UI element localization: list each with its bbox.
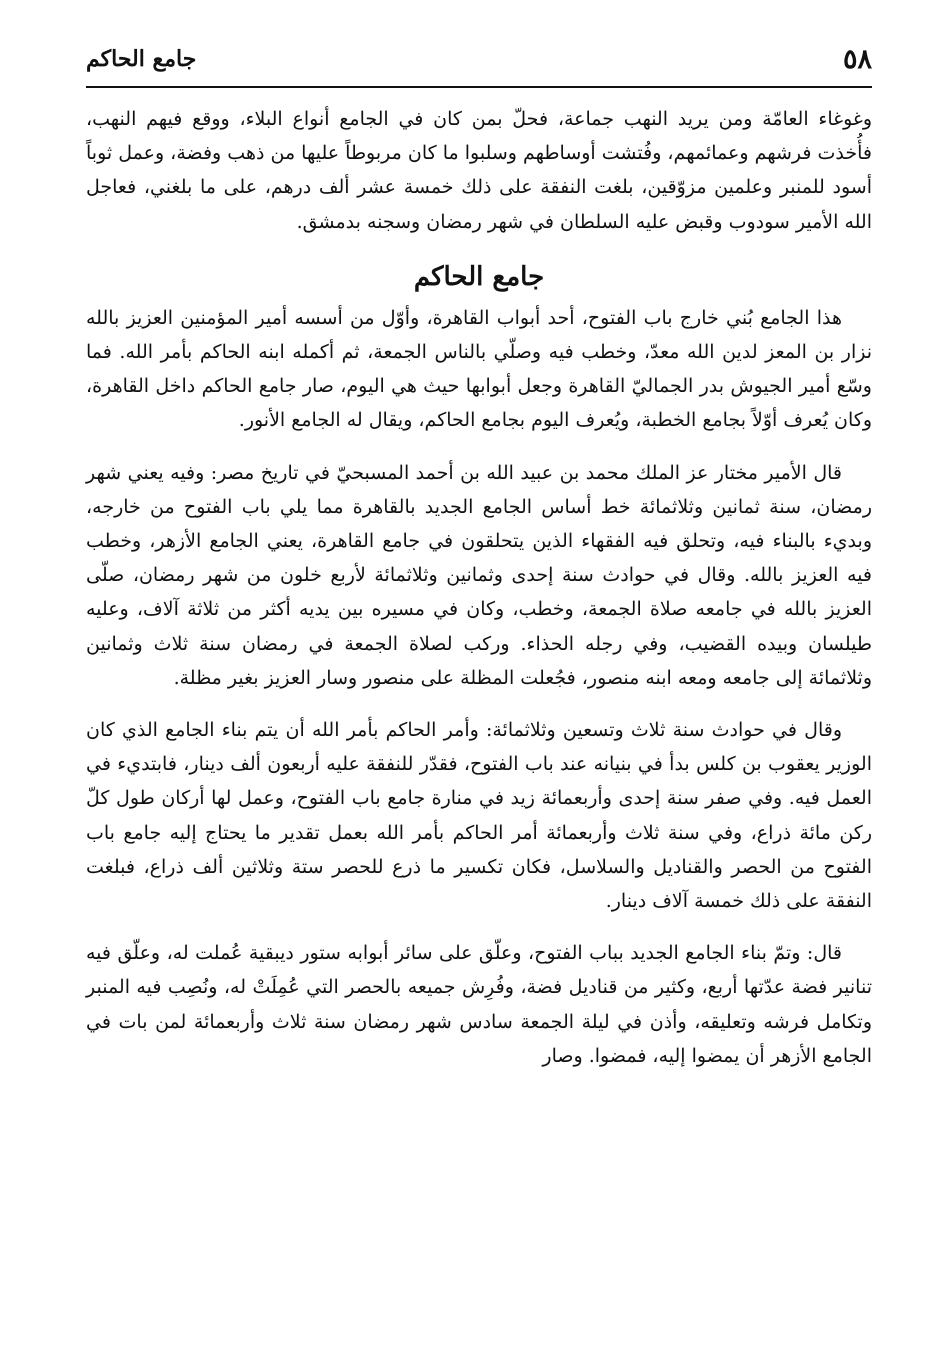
page-body bbox=[86, 102, 872, 1073]
paragraph-continued: وغوغاء العامّة ومن يريد النهب جماعة، فحلّ بمن كان في الجامع أنواع البلاء، ووقع فيهم النهب، فأُخذت فرشهم وعمائمهم، وفُتشت أوساطهم وسلبوا ما كان مربوطاً عليها من ذهب وفضة، وعمل ثوباً أسود للمنبر وعلمين مزوّقين، بلغت النفقة على ذلك خمسة عشر ألف درهم، على ما بلغني، فعاجل الله الأمير سودوب وقبض عليه السلطان في شهر رمضان وسجنه بدمشق. bbox=[86, 108, 872, 233]
book-page bbox=[86, 40, 872, 1073]
page-number: ٥٨ bbox=[842, 44, 872, 75]
section-heading: جامع الحاكم bbox=[413, 261, 545, 292]
paragraph-gap bbox=[86, 438, 872, 456]
paragraph-gap bbox=[86, 695, 872, 713]
paragraph-2: قال الأمير مختار عز الملك محمد بن عبيد الله بن أحمد المسبحيّ في تاريخ مصر: وفيه يعني شهر رمضان، سنة ثمانين وثلاثمائة خط أساس الجامع الجديد بالقاهرة مما يلي باب الفتوح من خارجه، وبديء بالبناء فيه، وتحلق فيه الفقهاء الذين يتحلقون في جامع القاهرة، يعني الجامع الأزهر، وخطب فيه العزيز بالله. وقال في حوادث سنة إحدى وثمانين وثلاثمائة لأربع خلون من شهر رمضان، صلّى العزيز بالله في جامعه صلاة الجمعة، وخطب، وكان في مسيره بين يديه أكثر من ثلاثة آلاف، وعليه طيلسان وبيده القضيب، وفي رجله الحذاء. وركب لصلاة الجمعة في رمضان سنة ثلاث وثمانين وثلاثمائة إلى جامعه ومعه ابنه منصور، فجُعلت المظلة على منصور وسار العزيز بغير مظلة. bbox=[86, 461, 872, 689]
paragraph-4: قال: وتمّ بناء الجامع الجديد بباب الفتوح، وعلّق على سائر أبوابه ستور ديبقية عُملت له، وعلّق فيه تنانير فضة عدّتها أربع، وكثير من قناديل فضة، وفُرِش جميعه بالحصر التي عُمِلَتْ له، ونُصِب فيه المنبر وتكامل فرشه وتعليقه، وأذن في ليلة الجمعة سادس شهر رمضان سنة ثلاث وأربعمائة لمن بات في الجامع الأزهر أن يمضوا إليه، فمضوا. وصار bbox=[86, 942, 872, 1067]
running-title: جامع الحاكم bbox=[86, 46, 197, 72]
paragraph-gap bbox=[86, 918, 872, 936]
running-header bbox=[86, 40, 872, 88]
paragraph-3: وقال في حوادث سنة ثلاث وتسعين وثلاثمائة: وأمر الحاكم بأمر الله أن يتم بناء الجامع الذي كان الوزير يعقوب بن كلس بدأ في بنيانه عند باب الفتوح، فقدّر للنفقة عليه أربعون ألف دينار، فابتديء في العمل فيه. وفي صفر سنة إحدى وأربعمائة زيد في منارة جامع باب الفتوح، وعمل لها أركان طول كلّ ركن مائة ذراع، وفي سنة ثلاث وأربعمائة أمر الحاكم بأمر الله بعمل تقدير ما يحتاج إليه جامع باب الفتوح من الحصر والقناديل والسلاسل، فكان تكسير ما ذرع للحصر ستة وثلاثين ألف ذراع، فبلغت النفقة على ذلك خمسة آلاف دينار. bbox=[86, 719, 872, 913]
paragraph-1: هذا الجامع بُني خارج باب الفتوح، أحد أبواب القاهرة، وأوّل من أسسه أمير المؤمنين العزيز بالله نزار بن المعز لدين الله معدّ، وخطب فيه وصلّي بالناس الجمعة، ثم أكمله ابنه الحاكم بأمر الله. فما وسّع أمير الجيوش بدر الجماليّ القاهرة وجعل أبوابها حيث هي اليوم، صار جامع الحاكم داخل القاهرة، وكان يُعرف أوّلاً بجامع الخطبة، ويُعرف اليوم بجامع الحاكم، ويقال له الجامع الأنور. bbox=[86, 306, 872, 432]
